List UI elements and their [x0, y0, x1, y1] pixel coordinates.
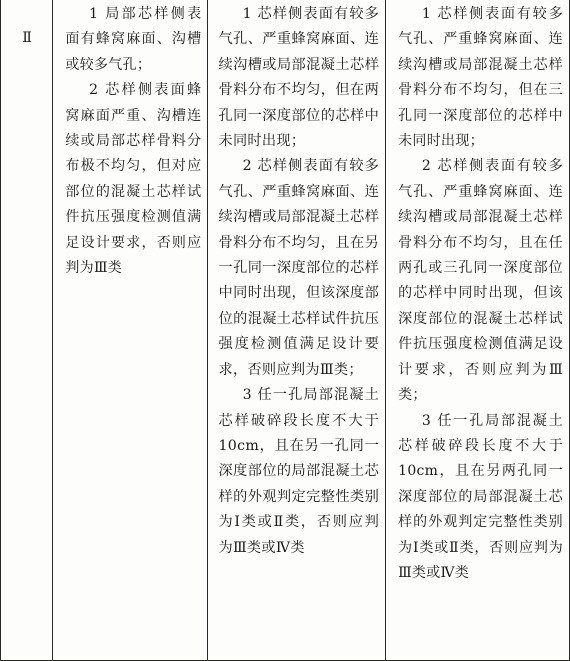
table-row — [1, 0, 570, 661]
criteria-item: 3 任一孔局部混凝土芯样破碎段长度不大于10cm，且在另一孔同一深度部位的局部混凝土芯样的外观判定完整性类别为Ⅰ类或Ⅱ类，否则应判为Ⅲ类或Ⅳ类 — [218, 387, 380, 556]
criteria-item: 2 芯样侧表面有较多气孔、严重蜂窝麻面、连续沟槽或局部混凝土芯样骨料分布不均匀，且在另一孔同一深度部位的芯样中同时出现，但该深度部位的混凝土芯样试件抗压强度检测值满足设计要求，否则应判为Ⅲ类； — [218, 158, 380, 378]
category-label: Ⅱ — [22, 30, 31, 46]
criteria-item: 2 芯样侧表面有较多气孔、严重蜂窝麻面、连续沟槽或局部混凝土芯样骨料分布不均匀，且在任两孔或三孔同一深度部位的芯样中同时出现，但该深度部位的混凝土芯样试件抗压强度检测值满足设计要求，否则应判为Ⅲ类； — [398, 158, 563, 404]
three-hole-criteria-cell — [386, 0, 570, 661]
two-hole-criteria-cell — [208, 0, 386, 661]
criteria-item: 2 芯样侧表面蜂窝麻面严重、沟槽连续或局部芯样骨料分布极不均匀，但对应部位的混凝土芯样试件抗压强度检测值满足设计要求，否则应判为Ⅲ类 — [65, 82, 202, 277]
category-cell — [1, 0, 53, 661]
criteria-item: 1 芯样侧表面有较多气孔、严重蜂窝麻面、连续沟槽或局部混凝土芯样骨料分布不均匀，但在三孔同一深度部位的芯样中未同时出现； — [398, 6, 563, 150]
single-hole-criteria-cell — [53, 0, 208, 661]
criteria-item: 3 任一孔局部混凝土芯样破碎段长度不大于10cm，且在另两孔同一深度部位的局部混凝土芯样的外观判定完整性类别为Ⅰ类或Ⅱ类，否则应判为Ⅲ类或Ⅳ类 — [398, 412, 563, 581]
criteria-item: 1 芯样侧表面有较多气孔、严重蜂窝麻面、连续沟槽或局部混凝土芯样骨料分布不均匀，但在两孔同一深度部位的芯样中未同时出现； — [218, 6, 380, 150]
criteria-item: 1 局部芯样侧表面有蜂窝麻面、沟槽或较多气孔； — [65, 6, 202, 73]
